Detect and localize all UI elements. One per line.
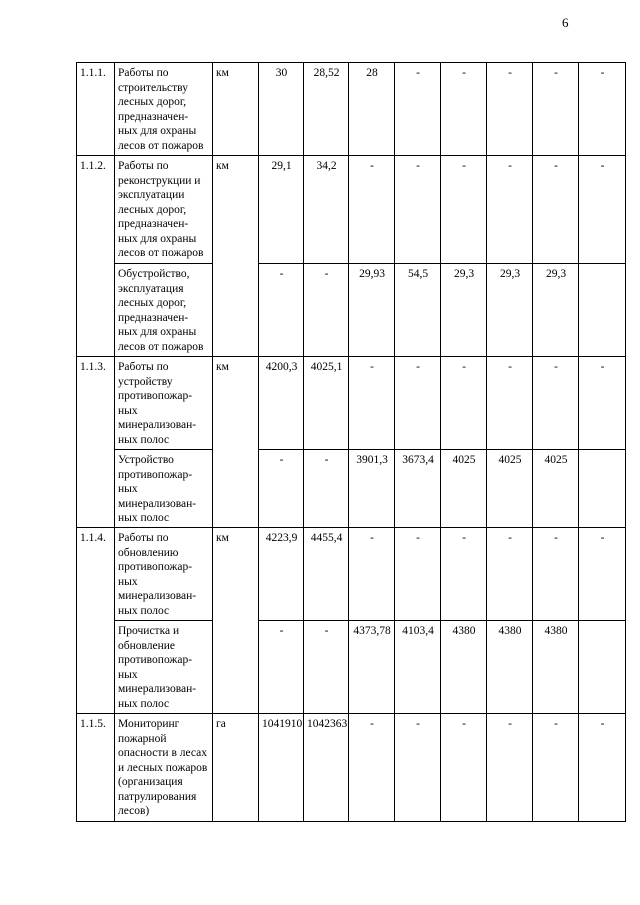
value-cell [579, 450, 626, 528]
description-line: ных полос [118, 512, 170, 524]
table-row [77, 714, 626, 822]
table-row [77, 264, 626, 357]
value-cell: - [487, 528, 533, 621]
value-cell: - [441, 156, 487, 264]
value-cell: - [487, 714, 533, 822]
value-cell: - [533, 528, 579, 621]
table-row [77, 528, 626, 621]
value-cell: 4380 [487, 621, 533, 714]
value-cell: 30 [259, 63, 304, 156]
value-cell: 29,1 [259, 156, 304, 264]
value-cell: - [349, 714, 395, 822]
description-line: реконструкции и [118, 174, 201, 187]
description-line: Работы по [118, 361, 169, 373]
value-cell: 4103,4 [395, 621, 441, 714]
value-cell: - [579, 357, 626, 450]
unit-cell: км [213, 357, 259, 528]
value-cell: - [487, 357, 533, 450]
description-line: минерализован- [118, 590, 197, 602]
description-line: ных для охраны [118, 125, 197, 137]
value-cell: 3673,4 [395, 450, 441, 528]
measure-description-cell [115, 714, 213, 822]
value-cell: - [487, 63, 533, 156]
value-cell: - [533, 714, 579, 822]
value-cell: 28 [349, 63, 395, 156]
description-line: лесов от пожаров [118, 139, 204, 152]
measure-description-cell [115, 357, 213, 450]
description-line: и лесных пожаров [118, 761, 208, 774]
description-line: эксплуатация [118, 282, 184, 295]
description-line: противопожар- [118, 654, 193, 666]
value-cell: 28,52 [304, 63, 349, 156]
description-line: ных [118, 575, 138, 588]
measure-description-cell [115, 264, 213, 357]
description-line: лесных дорог, [118, 96, 187, 108]
table-row [77, 357, 626, 450]
description-line: лесов от пожаров [118, 247, 204, 259]
value-cell: - [533, 63, 579, 156]
value-cell: - [441, 357, 487, 450]
value-cell: 54,5 [395, 264, 441, 357]
value-cell: - [395, 156, 441, 264]
forest-fire-measures-table [76, 62, 626, 822]
table-row [77, 156, 626, 264]
value-cell: - [533, 357, 579, 450]
description-line: Работы по [118, 532, 169, 544]
description-line: минерализован- [118, 497, 197, 510]
table-body [77, 63, 626, 822]
value-cell: 4380 [441, 621, 487, 714]
table-row [77, 450, 626, 528]
description-line: минерализован- [118, 419, 197, 431]
value-cell: - [349, 357, 395, 450]
value-cell: - [259, 621, 304, 714]
description-line: лесных дорог, [118, 297, 187, 309]
description-line: Прочистка и [118, 625, 180, 637]
description-line: Устройство [118, 454, 174, 466]
description-line: эксплуатации [118, 189, 185, 201]
description-line: Работы по [118, 67, 169, 79]
description-line: предназначен- [118, 218, 189, 230]
value-cell: 4455,4 [304, 528, 349, 621]
description-line: (организация [118, 776, 183, 788]
description-line: предназначен- [118, 311, 189, 324]
table-row [77, 63, 626, 156]
description-line: ных [118, 483, 138, 495]
unit-cell: га [213, 714, 259, 822]
description-line: Мониторинг [118, 718, 180, 730]
description-line: пожарной [118, 732, 167, 745]
value-cell: - [349, 528, 395, 621]
value-cell: - [259, 264, 304, 357]
value-cell: 29,3 [487, 264, 533, 357]
unit-cell: км [213, 63, 259, 156]
value-cell [579, 264, 626, 357]
value-cell: - [441, 714, 487, 822]
value-cell: - [579, 714, 626, 822]
value-cell: 29,3 [441, 264, 487, 357]
value-cell: 29,3 [533, 264, 579, 357]
description-line: ных для охраны [118, 232, 197, 245]
item-number-cell: 1.1.3. [77, 357, 115, 528]
value-cell: 4025 [441, 450, 487, 528]
measure-description-cell [115, 621, 213, 714]
value-cell: 4223,9 [259, 528, 304, 621]
value-cell: 4025 [533, 450, 579, 528]
value-cell: - [487, 156, 533, 264]
value-cell: 3901,3 [349, 450, 395, 528]
description-line: лесных дорог, [118, 203, 187, 216]
value-cell: - [395, 357, 441, 450]
item-number-cell: 1.1.2. [77, 156, 115, 357]
item-number-cell: 1.1.4. [77, 528, 115, 714]
item-number-cell: 1.1.1. [77, 63, 115, 156]
description-line: ных [118, 668, 138, 681]
value-cell: - [441, 528, 487, 621]
description-line: Работы по [118, 160, 169, 172]
measure-description-cell [115, 528, 213, 621]
value-cell: - [395, 714, 441, 822]
value-cell: 4200,3 [259, 357, 304, 450]
value-cell: 34,2 [304, 156, 349, 264]
value-cell: - [579, 528, 626, 621]
description-line: лесов от пожаров [118, 340, 204, 353]
value-cell: - [579, 156, 626, 264]
value-cell [579, 621, 626, 714]
measure-description-cell [115, 450, 213, 528]
unit-cell: км [213, 528, 259, 714]
description-line: ных [118, 404, 138, 417]
value-cell: - [304, 264, 349, 357]
value-cell: - [349, 156, 395, 264]
description-line: минерализован- [118, 683, 197, 695]
description-line: строительству [118, 81, 188, 94]
value-cell: 29,93 [349, 264, 395, 357]
description-line: ных полос [118, 433, 170, 446]
value-cell: - [395, 528, 441, 621]
description-line: ных для охраны [118, 326, 197, 338]
description-line: лесов) [118, 805, 150, 817]
value-cell: - [304, 450, 349, 528]
description-line: обновлению [118, 546, 179, 559]
value-cell: - [304, 621, 349, 714]
value-cell: 1042363 [304, 714, 349, 822]
table-row [77, 621, 626, 714]
value-cell: 4373,78 [349, 621, 395, 714]
measure-description-cell [115, 156, 213, 264]
value-cell: 4025,1 [304, 357, 349, 450]
measure-description-cell [115, 63, 213, 156]
description-line: устройству [118, 375, 173, 388]
item-number-cell: 1.1.5. [77, 714, 115, 822]
description-line: предназначен- [118, 110, 189, 123]
description-line: опасности в лесах [118, 747, 207, 759]
description-line: патрулирования [118, 790, 197, 803]
description-line: Обустройство, [118, 268, 190, 280]
value-cell: - [579, 63, 626, 156]
value-cell: - [259, 450, 304, 528]
value-cell: - [395, 63, 441, 156]
value-cell: - [533, 156, 579, 264]
value-cell: 4025 [487, 450, 533, 528]
value-cell: 1041910 [259, 714, 304, 822]
unit-cell: км [213, 156, 259, 357]
description-line: противопожар- [118, 561, 193, 573]
description-line: обновление [118, 639, 176, 652]
description-line: ных полос [118, 604, 170, 617]
description-line: противопожар- [118, 390, 193, 402]
description-line: противопожар- [118, 468, 193, 481]
description-line: ных полос [118, 697, 170, 710]
page-number: 6 [562, 15, 569, 30]
value-cell: - [441, 63, 487, 156]
value-cell: 4380 [533, 621, 579, 714]
